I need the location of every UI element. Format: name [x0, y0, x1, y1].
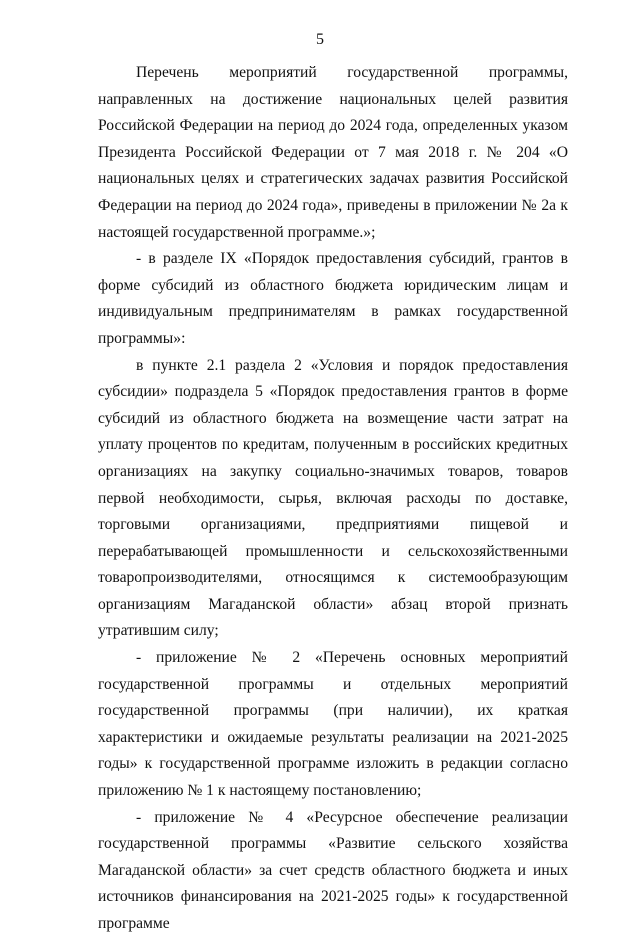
paragraph-program-measures-list: Перечень мероприятий государственной программы, направленных на достижение национальных целей развития Российской Федерации на период до 2024 года, определенных указом Президента Российской Федерации от 7 мая 2018 г. № 204 «О национальных целях и стратегических задачах развития Российской Федерации на период до 2024 года», приведены в приложении № 2а к настоящей государственной программе.»; [98, 64, 568, 241]
paragraph-item-2-1: в пункте 2.1 раздела 2 «Условия и порядок предоставления субсидии» подраздела 5 «Порядок предоставления грантов в форме субсидий из областного бюджета на возмещение части затрат на уплату процентов по кредитам, полученным в российских кредитных организациях на закупку социально-значимых товаров, товаров первой необходимости, сырья, включая расходы по доставке, торговыми организациями, предприятиями пищевой и перерабатывающей промышленности и сельскохозяйственными товаропроизводителями, относящимся к системообразующим организациям Магаданской области» абзац второй признать утратившим силу; [98, 356, 568, 640]
page-number: 5 [316, 31, 324, 48]
document-body [98, 60, 568, 938]
paragraph-section-ix: - в разделе IX «Порядок предоставления субсидий, грантов в форме субсидий из областного бюджета юридическим лицам и индивидуальным предпринимателям в рамках государственной программы»: [98, 250, 568, 347]
paragraph-appendix-2: - приложение № 2 «Перечень основных мероприятий государственной программы и отдельных мероприятий государственной программы (при наличии), их краткая характеристики и ожидаемые результаты реализации на 2021-2025 годы» к государственной программе изложить в редакции согласно приложению № 1 к настоящему постановлению; [98, 649, 568, 800]
paragraph-appendix-4: - приложение № 4 «Ресурсное обеспечение реализации государственной программы «Развитие сельского хозяйства Магаданской области» за счет средств областного бюджета и иных источников финансирования на 2021-2025 годы» к государственной программе [98, 808, 568, 932]
